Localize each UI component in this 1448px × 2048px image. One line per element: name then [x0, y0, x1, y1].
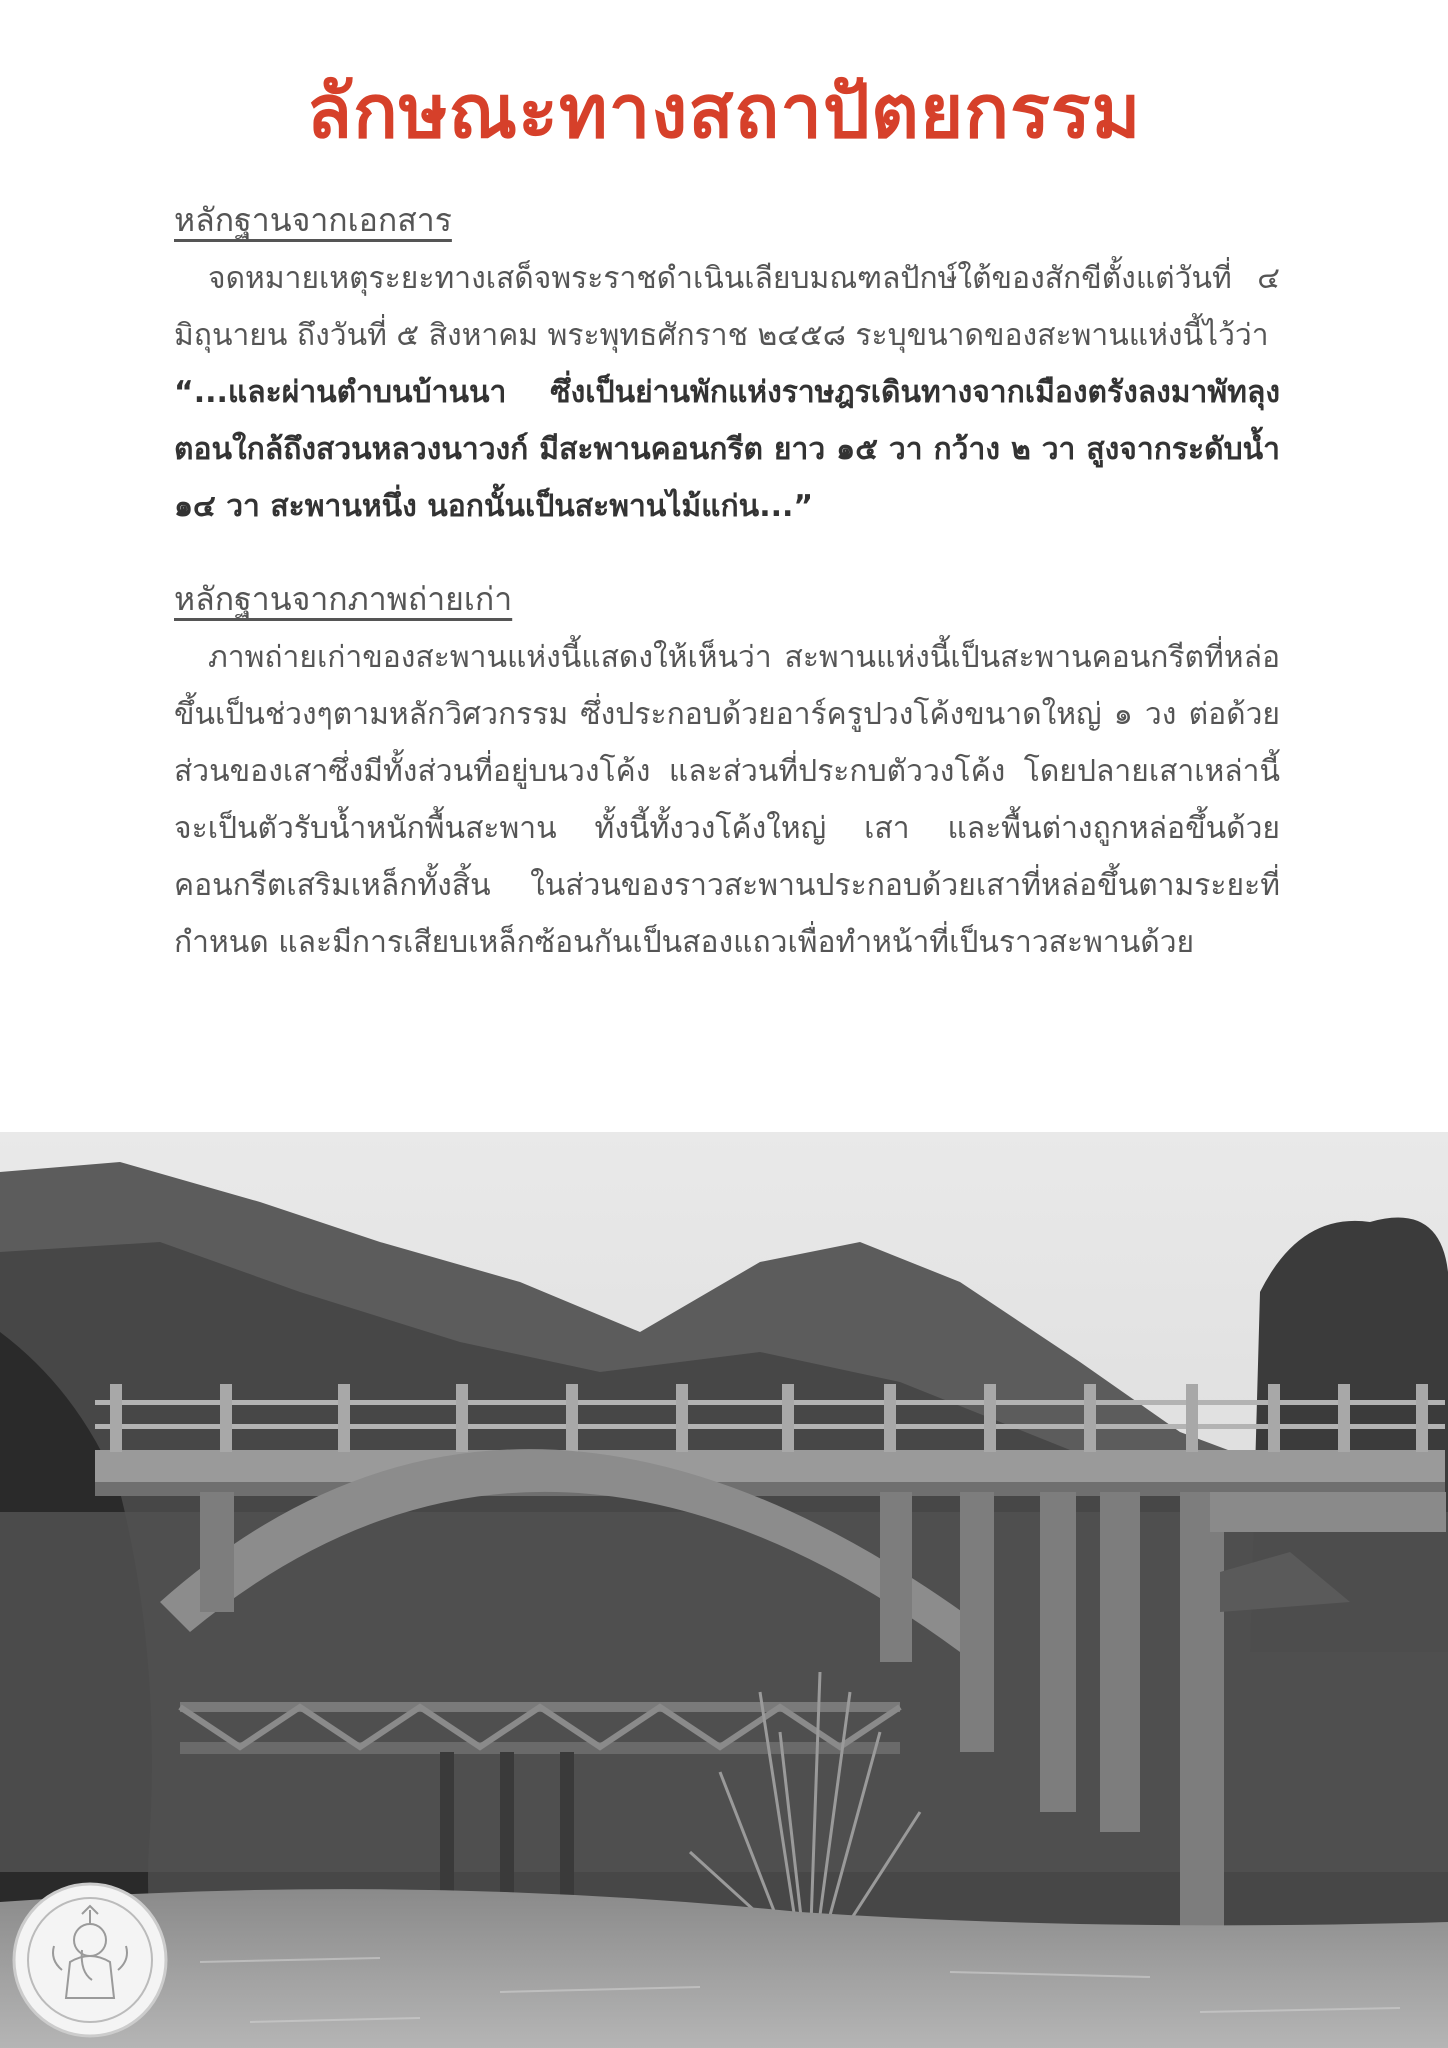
documents-intro: จดหมายเหตุระยะทางเสด็จพระราชดำเนินเลียบมณฑลปักษ์ใต้ของสักขีตั้งแต่วันที่ ๔ มิถุนายน ถึงวันที่ ๕ สิงหาคม พระพุทธศักราช ๒๔๕๘ ระบุขนาดของสะพานแห่งนี้ไว้ว่า — [174, 261, 1280, 353]
historic-bridge-photo — [0, 1132, 1448, 2048]
photos-description: ภาพถ่ายเก่าของสะพานแห่งนี้แสดงให้เห็นว่า สะพานแห่งนี้เป็นสะพานคอนกรีตที่หล่อขึ้นเป็นช่วงๆตามหลักวิศวกรรม ซึ่งประกอบด้วยอาร์ครูปวงโค้งขนาดใหญ่ ๑ วง ต่อด้วยส่วนของเสาซึ่งมีทั้งส่วนที่อยู่บนวงโค้ง และส่วนที่ประกบตัววงโค้ง โดยปลายเสาเหล่านี้จะเป็นตัวรับน้ำหนักพื้นสะพาน ทั้งนี้ทั้งวงโค้งใหญ่ เสา และพื้นต่างถูกหล่อขึ้นด้วยคอนกรีตเสริมเหล็กทั้งสิ้น ในส่วนของราวสะพานประกอบด้วยเสาที่หล่อขึ้นตามระยะที่กำหนด และมีการเสียบเหล็กซ้อนกันเป็นสองแถวเพื่อทำหน้าที่เป็นราวสะพานด้วย — [174, 640, 1280, 960]
section-heading-photos: หลักฐานจากภาพถ่ายเก่า — [174, 580, 513, 618]
page-title: ลักษณะทางสถาปัตยกรรม — [306, 69, 1142, 155]
section-heading-documents: หลักฐานจากเอกสาร — [174, 201, 452, 239]
documents-quote: “...และผ่านตำบนบ้านนา ซึ่งเป็นย่านพักแห่งราษฎรเดินทางจากเมืองตรังลงมาพัทลุง ตอนใกล้ถึงสวนหลวงนาวงก์ มีสะพานคอนกรีต ยาว ๑๕ วา กว้าง ๒ วา สูงจากระดับน้ำ ๑๔ วา สะพานหนึ่ง นอกนั้นเป็นสะพานไม้แก่น...” — [174, 375, 1280, 524]
ganesha-seal-icon — [10, 1880, 170, 2040]
article-body — [174, 192, 1280, 971]
